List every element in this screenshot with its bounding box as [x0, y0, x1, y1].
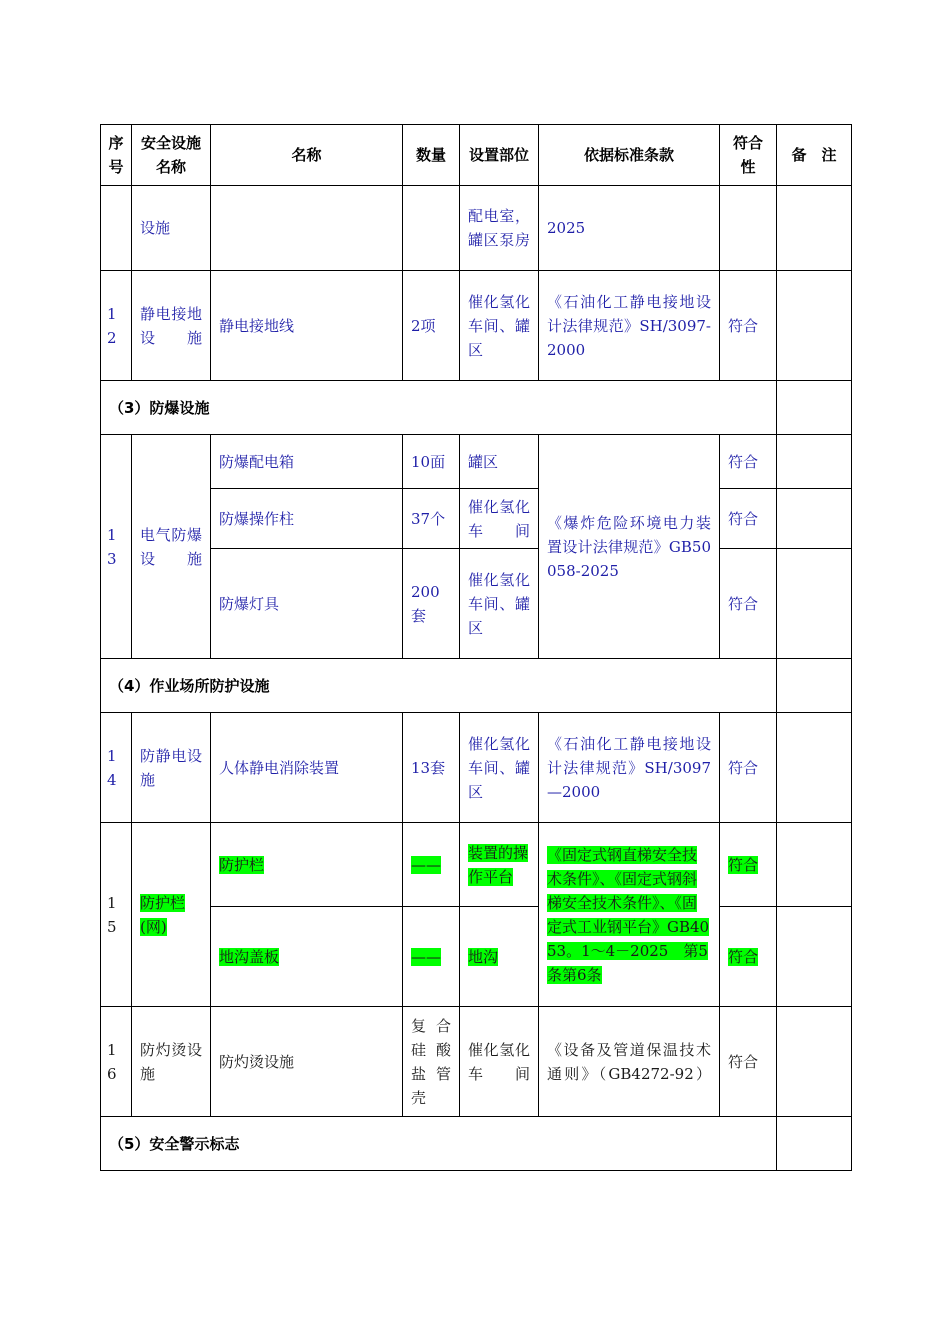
cell-name: 防灼烫设施: [211, 1007, 403, 1117]
highlighted-text: ——: [411, 855, 441, 874]
table-header-row: [101, 125, 852, 186]
cell-conform: 符合: [720, 713, 777, 823]
highlighted-text: ——: [411, 947, 441, 966]
cell-location: [460, 907, 539, 1007]
cell-standard: 《设备及管道保温技术通则》（GB4272-92）: [539, 1007, 720, 1117]
cell-conform: 符合: [720, 1007, 777, 1117]
section-title: （3）防爆设施: [101, 381, 777, 435]
cell-location: 催化氢化车间: [460, 1007, 539, 1117]
header-name: 名称: [211, 125, 403, 186]
table-row: [101, 907, 852, 1007]
cell-name: [211, 186, 403, 271]
table-row: [101, 823, 852, 907]
table-row: [101, 1007, 852, 1117]
cell-seq: 13: [101, 435, 132, 659]
cell-remark: [777, 1117, 852, 1171]
cell-location: 罐区: [460, 435, 539, 489]
header-seq: 序号: [101, 125, 132, 186]
section-row: [101, 659, 852, 713]
highlighted-text: 装置的操作平台: [468, 843, 529, 886]
cell-qty: 37个: [403, 489, 460, 549]
header-remark: 备 注: [777, 125, 852, 186]
cell-seq: 12: [101, 271, 132, 381]
cell-qty: 13套: [403, 713, 460, 823]
highlighted-text: 地沟盖板: [219, 947, 280, 966]
cell-remark: [777, 186, 852, 271]
cell-seq: 16: [101, 1007, 132, 1117]
cell-facility: 设施: [132, 186, 211, 271]
cell-conform: 符合: [720, 489, 777, 549]
header-facility: 安全设施名称: [132, 125, 211, 186]
cell-remark: [777, 489, 852, 549]
cell-location: 配电室，罐区泵房: [460, 186, 539, 271]
highlighted-text: 防护栏: [219, 855, 265, 874]
cell-remark: [777, 907, 852, 1007]
cell-remark: [777, 659, 852, 713]
cell-location: 催化氢化车间、罐区: [460, 549, 539, 659]
cell-facility: 电气防爆设施: [132, 435, 211, 659]
cell-seq: 14: [101, 713, 132, 823]
cell-qty: [403, 907, 460, 1007]
cell-qty: [403, 186, 460, 271]
highlighted-text: 防护栏(网): [140, 893, 186, 936]
cell-remark: [777, 271, 852, 381]
cell-conform: [720, 823, 777, 907]
cell-standard: 《爆炸危险环境电力装置设计法律规范》GB50058-2025: [539, 435, 720, 659]
cell-conform: 符合: [720, 435, 777, 489]
table-row: [101, 271, 852, 381]
section-title: （5）安全警示标志: [101, 1117, 777, 1171]
cell-facility: 静电接地设施: [132, 271, 211, 381]
cell-remark: [777, 381, 852, 435]
table-row: [101, 186, 852, 271]
table-row: [101, 549, 852, 659]
header-qty: 数量: [403, 125, 460, 186]
highlighted-text: 地沟: [468, 947, 499, 966]
header-standard: 依据标准条款: [539, 125, 720, 186]
cell-location: 催化氢化车间、罐区: [460, 271, 539, 381]
cell-remark: [777, 713, 852, 823]
cell-standard: 《石油化工静电接地设计法律规范》SH/3097—2000: [539, 713, 720, 823]
cell-facility: 防灼烫设施: [132, 1007, 211, 1117]
cell-location: [460, 823, 539, 907]
cell-remark: [777, 1007, 852, 1117]
cell-name: 防爆配电箱: [211, 435, 403, 489]
cell-facility: 防静电设施: [132, 713, 211, 823]
cell-seq: [101, 186, 132, 271]
cell-name: 静电接地线: [211, 271, 403, 381]
cell-remark: [777, 435, 852, 489]
cell-qty: 2项: [403, 271, 460, 381]
cell-name: 防爆灯具: [211, 549, 403, 659]
cell-conform: [720, 907, 777, 1007]
cell-location: 催化氢化车间、罐区: [460, 713, 539, 823]
cell-facility: [132, 823, 211, 1007]
section-row: [101, 381, 852, 435]
table-row: [101, 435, 852, 489]
highlighted-text: 《固定式钢直梯安全技术条件》、《固定式钢斜梯安全技术条件》、《固定式工业钢平台》GB4053。1～4－2025 第5条第6条: [547, 845, 710, 984]
cell-qty: 10面: [403, 435, 460, 489]
highlighted-text: 符合: [728, 855, 759, 874]
cell-name: 防爆操作柱: [211, 489, 403, 549]
cell-conform: [720, 186, 777, 271]
cell-qty: [403, 823, 460, 907]
cell-seq: 15: [101, 823, 132, 1007]
highlighted-text: 符合: [728, 947, 759, 966]
cell-name: [211, 907, 403, 1007]
cell-location: 催化氢化车间: [460, 489, 539, 549]
section-row: [101, 1117, 852, 1171]
cell-conform: 符合: [720, 271, 777, 381]
table-row: [101, 489, 852, 549]
table-row: [101, 713, 852, 823]
cell-remark: [777, 823, 852, 907]
cell-remark: [777, 549, 852, 659]
cell-qty: 复合硅酸盐管壳: [403, 1007, 460, 1117]
safety-facility-table: [100, 124, 852, 1171]
cell-name: 人体静电消除装置: [211, 713, 403, 823]
cell-standard: [539, 823, 720, 1007]
cell-conform: 符合: [720, 549, 777, 659]
cell-name: [211, 823, 403, 907]
section-title: （4）作业场所防护设施: [101, 659, 777, 713]
cell-qty: 200套: [403, 549, 460, 659]
header-conform: 符合性: [720, 125, 777, 186]
cell-standard: 2025: [539, 186, 720, 271]
header-location: 设置部位: [460, 125, 539, 186]
cell-standard: 《石油化工静电接地设计法律规范》SH/3097-2000: [539, 271, 720, 381]
